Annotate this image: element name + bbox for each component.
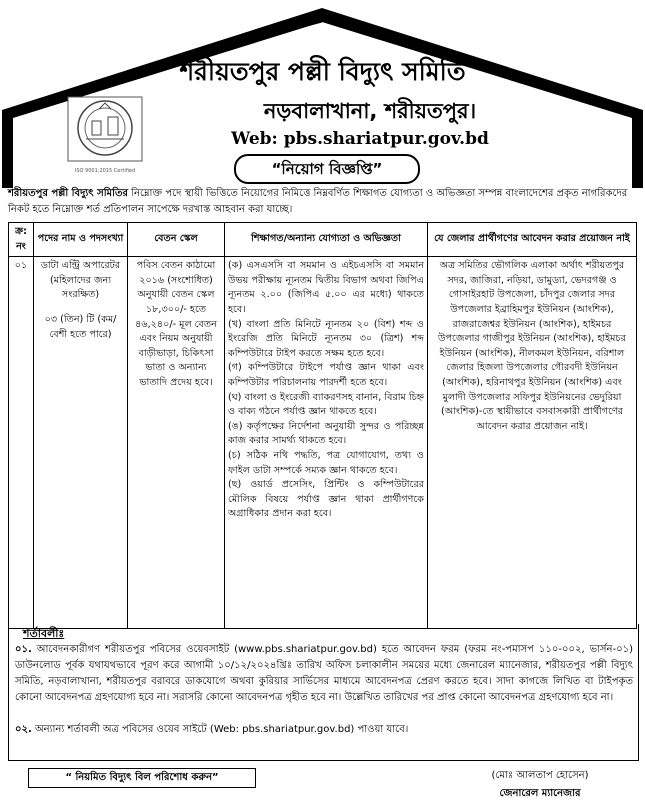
qualification-item: (ছ) ওয়ার্ড প্রসেসিং, প্রিন্টিং ও কম্পিউটারের মৌলিক বিষয়ে পর্যাপ্ত জ্ঞান থাকা প্রার্থীগণকে অগ্রাধিকার প্রদান করা হবে। — [228, 479, 424, 520]
header-post: পদের নাম ও পদসংখ্যা — [34, 223, 128, 257]
table-row — [9, 257, 637, 629]
qualification-item: (ঙ) কর্তৃপক্ষের নির্দেশনা অনুযায়ী সুন্দর ও পরিচ্ছন্ন কাজ করার সামর্থ্য থাকতে হবে। — [228, 420, 424, 447]
signer-name: (মোঃ আলতাপ হোসেন) — [491, 770, 589, 781]
condition-item — [15, 642, 633, 706]
conditions-section — [8, 624, 639, 761]
row-serial: ০১ — [9, 257, 34, 629]
header-district: যে জেলার প্রার্থীগণের আবেদন করার প্রয়োজন নাই — [428, 223, 637, 257]
qualification-item: (ঘ) বাংলা ও ইংরেজী ব্যাকরণসহ বানান, বিরাম চিহ্ন ও বাক্য গঠনে পর্যাপ্ত জ্ঞান থাকতে হবে। — [228, 391, 424, 418]
header-salary: বেতন স্কেল — [128, 223, 225, 257]
qualification-item: (গ) কম্পিউটারে টাইপে পর্যাপ্ত জ্ঞান থাকা এবং কম্পিউটার পরিচালনায় পারদর্শী হতে হবে। — [228, 362, 424, 388]
post-count: ০৩ (তিন) টি (কম/বেশী হতে পারে) — [44, 313, 117, 340]
vacancy-table — [8, 222, 637, 629]
intro-text: নিম্নোক্ত পদে স্থায়ী ভিত্তিতে নিয়োগের নিমিত্তে নিম্নবর্ণিত শিক্ষাগত যোগ্যতা ও অভিজ্ঞতা সম্পন্ন বাংলাদেশের প্রকৃত নাগরিকদের নিকট হতে নিম্নোক্ত শর্ত প্রতিপালন সাপেক্ষে দরখাস্ত আহবান করা যাচ্ছে। — [8, 188, 628, 215]
org-name: শরীয়তপুর পল্লী বিদ্যুৎ সমিতি — [179, 57, 466, 86]
slogan-box: “ নিয়মিত বিদ্যুৎ বিল পরিশোধ করুন” — [28, 768, 256, 788]
conditions-title: শর্তাবলীঃ — [23, 627, 65, 640]
qualification-item: (খ) বাংলা প্রতি মিনিটে ন্যূনতম ২০ (বিশ) শব্দ ও ইংরেজি প্রতি মিনিটে ন্যূনতম ৩০ (ত্রিশ) শব্দ কম্পিউটারে টাইপ করতে সক্ষম হতে হবে। — [228, 318, 424, 359]
condition-text: আবেদনকারীগণ শরীয়তপুর পবিসের ওয়েবসাইট (www.pbs.shariatpur.gov.bd) হতে আবেদন ফরম (ফরম নং-পমাসপ ১১০-০০২, ভার্সন-০১) ডাউনলোড পূর্বক যথাযথভাবে পূরণ করে আগামী ১০/১২/২০২৪খ্রিঃ তারিখ অফিস চলাকালীন সময়ের মধ্যে জেনারেল ম্যানেজার, শরীয়তপুর পল্লী বিদ্যুৎ সমিতি, নড়বালাখানা, শরীয়তপুর বরাবরে ডাকযোগে অথবা কুরিয়ার সার্ভিসের মাধ্যমে আবেদনপত্র প্রেরণ করতে হবে। সাদা কাগজে লিখিত বা টাইপকৃত কোনো আবেদনপত্র গ্রহণযোগ্য হবে না। সরাসরি কোনো আবেদনপত্র গৃহীত হবে না। উল্লেখিত তারিখের পর প্রাপ্ত কোনো আবেদনপত্র গ্রহণযোগ্য হবে না। — [15, 644, 633, 703]
pbs-logo — [66, 95, 144, 175]
org-website: Web: pbs.shariatpur.gov.bd — [231, 129, 489, 149]
row-qualifications — [225, 257, 428, 629]
condition-text: অন্যান্য শর্তাবলী অত্র পবিসের ওয়েব সাইটে (Web: pbs.shariatpur.gov.bd) পাওয়া যাবে। — [35, 724, 409, 735]
header-qualification: শিক্ষাগত/অন্যান্য যোগ্যতা ও অভিজ্ঞতা — [225, 223, 428, 257]
condition-number: ০১. — [15, 644, 32, 655]
intro-paragraph — [8, 186, 638, 218]
row-post — [34, 257, 128, 629]
org-address: নড়বালাখানা, শরীয়তপুর। — [263, 99, 477, 123]
condition-number: ০২. — [15, 724, 32, 735]
header-serial: ক্র: নং — [9, 223, 34, 257]
signer-title: জেনারেল ম্যানেজার — [499, 788, 581, 799]
qualification-item: (চ) সঠিক নথি পদ্ধতি, পত্র যোগাযোগ, তথ্য ও ফাইল ডাটা সম্পর্কে সম্যক জ্ঞান থাকতে হবে। — [228, 449, 424, 476]
intro-org-name: শরীয়তপুর পল্লী বিদ্যুৎ সমিতির — [8, 188, 128, 199]
qualification-item: (ক) এসএসসি বা সমমান ও এইচএসসি বা সমমান উভয় পরীক্ষায় ন্যূনতম দ্বিতীয় বিভাগ অথবা জিপিএ ন্যূনতম ২.০০ (জিপিএ ৫.০০ এর মধ্যে) থাকতে হবে। — [228, 260, 424, 315]
row-salary: পবিস বেতন কাঠামো ২০১৬ (সংশোধিত) অনুযায়ী বেতন স্কেল ১৮,৩০০/- হতে ৪৬,২৪০/- মূল বেতন এবং নিয়ম অনুযায়ী বাড়ীভাড়া, চিকিৎসা ভাতা ও অন্যান্য ভাতাদি প্রদেয় হবে। — [128, 257, 225, 629]
notice-title: “নিয়োগ বিজ্ঞপ্তি” — [234, 154, 420, 184]
logo-caption: ISO 9001:2015 Certified — [74, 168, 136, 174]
post-name: ডাটা এন্ট্রি অপারেটর (মহিলাদের জন্য সংরক্ষিত) — [40, 260, 121, 301]
row-district: অত্র সমিতির ভৌগলিক এলাকা অর্থাৎ শরীয়তপুর সদর, জাজিরা, নড়িয়া, ডামুড্যা, ভেদরগঞ্জ ও গোসাইরহাট উপজেলা, চাঁদপুর জেলার সদর উপজেলার ইব্রাহিমপুর ইউনিয়ন (আংশিক), রাজরাজেশ্বর ইউনিয়ন (আংশিক), হাইমচর উপজেলার গাজীপুর ইউনিয়ন (আংশিক), হাইমচর ইউনিয়ন (আংশিক), নীলকমল ইউনিয়ন, বরিশাল জেলার হিজলা উপজেলার গৌরবদী ইউনিয়ন (আংশিক), হরিনাথপুর ইউনিয়ন (আংশিক) এবং মুলাদী উপজেলার সফিপুর ইউনিয়নের ভেদুরিয়া (আংশিক)-তে স্থায়ীভাবে বসবাসকারী প্রার্থীগণের আবেদন করার প্রয়োজন নাই। — [428, 257, 637, 629]
table-header-row — [9, 223, 637, 257]
condition-item — [15, 722, 633, 738]
